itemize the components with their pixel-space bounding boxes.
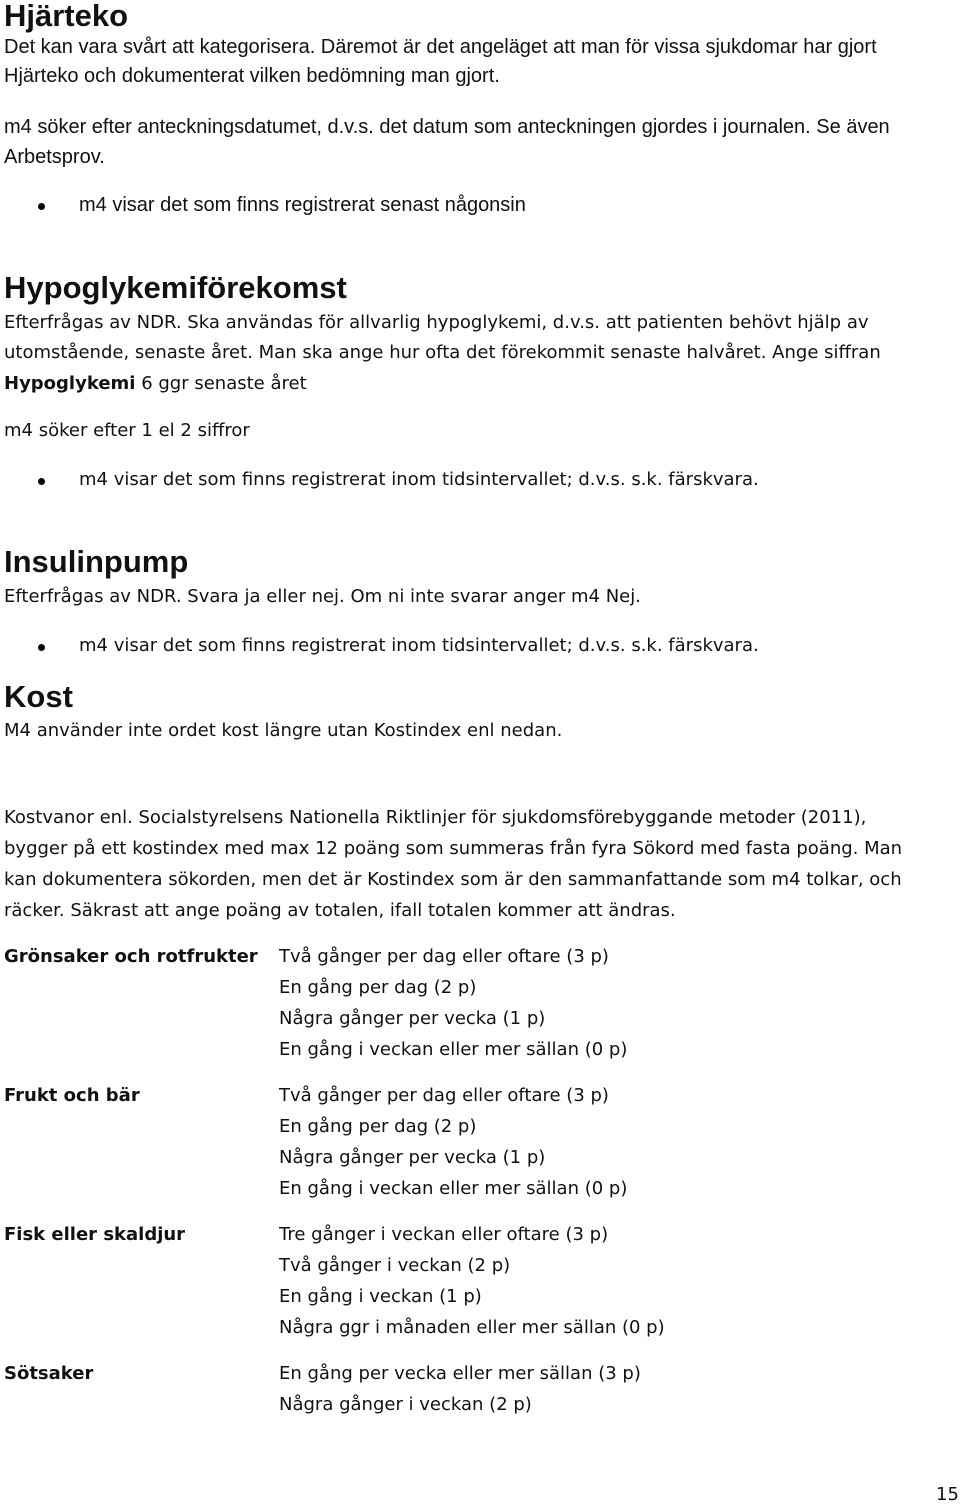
hypo-keyword: Hypoglykemi — [4, 373, 136, 394]
hypo-paragraph-2: m4 söker efter 1 el 2 siffror — [4, 420, 250, 441]
hypo-paragraph-1c — [4, 373, 307, 394]
hjarteko-bullet-text: m4 visar det som finns registrerat senast någonsin — [79, 194, 526, 216]
page-number: 15 — [936, 1484, 959, 1505]
category-option: Två gånger i veckan (2 p) — [279, 1255, 511, 1276]
hypo-paragraph-1a: Efterfrågas av NDR. Ska användas för allvarlig hypoglykemi, d.v.s. att patienten behövt hjälp av — [4, 312, 869, 333]
hjarteko-paragraph-2a: m4 söker efter anteckningsdatumet, d.v.s. det datum som anteckningen gjordes i journalen. Se även — [4, 116, 890, 138]
insulin-bullet-text: m4 visar det som finns registrerat inom tidsintervallet; d.v.s. s.k. färskvara. — [79, 635, 759, 656]
hypo-paragraph-1c-rest: 6 ggr senaste året — [135, 373, 307, 394]
category-option: Några ggr i månaden eller mer sällan (0 p) — [279, 1317, 665, 1338]
kost-paragraph-2d: räcker. Säkrast att ange poäng av totalen, ifall totalen kommer att ändras. — [4, 900, 676, 921]
category-label-frukt: Frukt och bär — [4, 1085, 140, 1106]
kost-paragraph-2a: Kostvanor enl. Socialstyrelsens Nationella Riktlinjer för sjukdomsförebyggande metoder (2011), — [4, 807, 867, 828]
category-option: Några gånger per vecka (1 p) — [279, 1008, 546, 1029]
category-option: En gång i veckan eller mer sällan (0 p) — [279, 1039, 628, 1060]
category-option: Några gånger i veckan (2 p) — [279, 1394, 532, 1415]
hypo-paragraph-1b: utomstående, senaste året. Man ska ange hur ofta det förekommit senaste halvåret. Ange siffran — [4, 342, 881, 363]
hjarteko-paragraph-1b: Hjärteko och dokumenterat vilken bedömning man gjort. — [4, 65, 500, 87]
category-label-sotsaker: Sötsaker — [4, 1363, 94, 1384]
category-option: En gång i veckan (1 p) — [279, 1286, 482, 1307]
kost-paragraph-2c: kan dokumentera sökorden, men det är Kostindex som är den sammanfattande som m4 tolkar, och — [4, 869, 902, 890]
category-label-gronsaker: Grönsaker och rotfrukter — [4, 946, 258, 967]
category-option: En gång per dag (2 p) — [279, 1116, 477, 1137]
category-option: En gång per dag (2 p) — [279, 977, 477, 998]
hypo-bullet-text: m4 visar det som finns registrerat inom tidsintervallet; d.v.s. s.k. färskvara. — [79, 469, 759, 490]
hjarteko-paragraph-2b: Arbetsprov. — [4, 146, 105, 168]
bullet-icon — [38, 478, 45, 485]
category-option: Tre gånger i veckan eller oftare (3 p) — [279, 1224, 609, 1245]
category-option: Två gånger per dag eller oftare (3 p) — [279, 1085, 609, 1106]
kost-paragraph-2b: bygger på ett kostindex med max 12 poäng som summeras från fyra Sökord med fasta poäng. Man — [4, 838, 903, 859]
heading-hypoglykemiforekomst: Hypoglykemiförekomst — [4, 270, 347, 305]
bullet-icon — [38, 644, 45, 651]
hjarteko-paragraph-1a: Det kan vara svårt att kategorisera. Däremot är det angeläget att man för vissa sjukdomar har gjort — [4, 36, 877, 58]
category-option: Några gånger per vecka (1 p) — [279, 1147, 546, 1168]
category-option: Två gånger per dag eller oftare (3 p) — [279, 946, 609, 967]
kost-paragraph-1: M4 använder inte ordet kost längre utan Kostindex enl nedan. — [4, 720, 563, 741]
heading-kost: Kost — [4, 679, 73, 714]
insulin-paragraph: Efterfrågas av NDR. Svara ja eller nej. Om ni inte svarar anger m4 Nej. — [4, 586, 641, 607]
heading-insulinpump: Insulinpump — [4, 544, 189, 579]
category-label-fisk: Fisk eller skaldjur — [4, 1224, 186, 1245]
category-option: En gång per vecka eller mer sällan (3 p) — [279, 1363, 641, 1384]
category-option: En gång i veckan eller mer sällan (0 p) — [279, 1178, 628, 1199]
bullet-icon — [38, 203, 45, 210]
heading-hjarteko: Hjärteko — [4, 0, 129, 33]
